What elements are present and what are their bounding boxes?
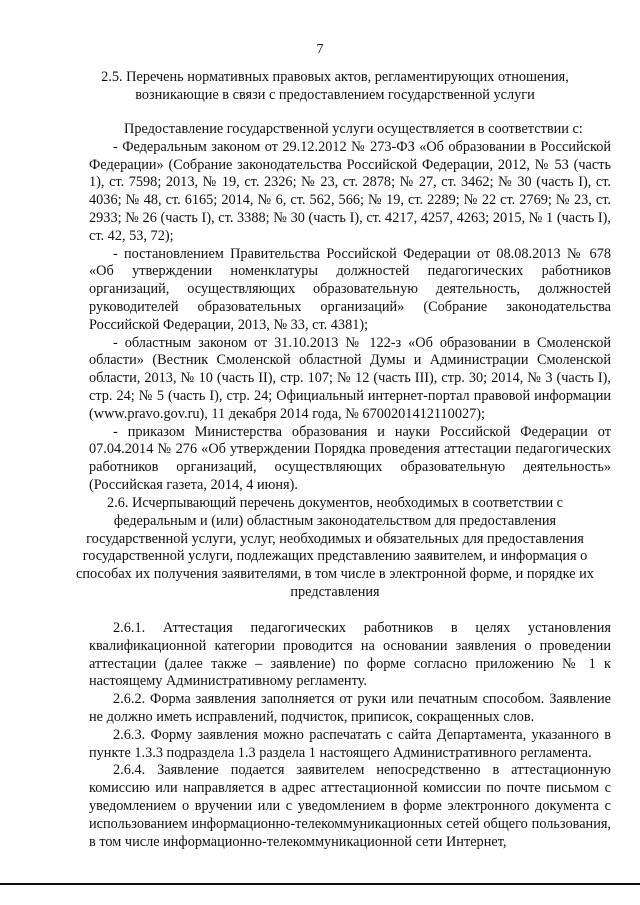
section-2-6-body [89,620,611,851]
legal-act-regional-law: - областным законом от 31.10.2013 № 122-з «Об образовании в Смоленской области» (Вестник Смоленской областной Думы и Администрации Смоленской области, 2013, № 10 (часть II), стр. 107; № 12 (часть III), стр. 30; 2014, № 3 (часть I), стр. 24; № 5 (часть I), стр. 24; Официальный интернет-портал правовой информации (www.pravo.gov.ru), 11 декабря 2014 года, № 6700201412110027); [89,334,611,422]
section-2-5-body [89,121,611,495]
legal-act-ministry-order: - приказом Министерства образования и науки Российской Федерации от 07.04.2014 № 276 «Об утверждении Порядка проведения аттестации педагогических работников организаций, осуществляющих образовательную деятельность» (Российская газета, 2014, 4 июня). [89,423,611,493]
paragraph-2-6-3: 2.6.3. Форму заявления можно распечатать с сайта Департамента, указанного в пункте 1.3.3 подраздела 1.3 раздела 1 настоящего Административного регламента. [89,726,611,761]
paragraph-2-6-2: 2.6.2. Форма заявления заполняется от руки или печатным способом. Заявление не должно иметь исправлений, подчисток, приписок, сокращенных слов. [89,691,611,725]
section-2-5-intro: Предоставление государственной услуги осуществляется в соответствии с: [124,121,583,137]
paragraph-2-6-4: 2.6.4. Заявление подается заявителем непосредственно в аттестационную комиссию или направляется в адрес аттестационной комиссии по почте письмом с уведомлением о вручении или с уведомлением в форме электронного документа с использованием информационно-телекоммуникационных сетей общего пользования, в том числе информационно-телекоммуникационной сети Интернет, [89,762,611,850]
legal-act-government-decree: - постановлением Правительства Российской Федерации от 08.08.2013 № 678 «Об утверждении номенклатуры должностей педагогических работников организаций, осуществляющих образовательную деятельность, должностей руководителей образовательных организаций» (Собрание законодательства Российской Федерации, 2013, № 33, ст. 4381); [89,245,611,333]
page-bottom-rule [0,883,640,885]
legal-act-federal-law: - Федеральным законом от 29.12.2012 № 273-ФЗ «Об образовании в Российской Федерации» (Собрание законодательства Российской Федерации, 2012, № 53 (часть 1), ст. 7598; 2013, № 19, ст. 2326; № 23, ст. 2878; № 27, ст. 3462; № 30 (часть I), ст. 4036; № 48, ст. 6165; 2014, № 6, ст. 562, 566; № 19, ст. 2289; № 22 ст. 2769; № 23, ст. 2933; № 26 (часть I), ст. 3388; № 30 (часть I), ст. 4217, 4257, 4263; 2015, № 1 (часть I), ст. 42, 53, 72); [89,138,611,244]
section-2-5-heading: 2.5. Перечень нормативных правовых актов, регламентирующих отношения, возникающие в связи с предоставлением государственной услуги [101,69,569,103]
page-number: 7 [316,42,324,57]
section-2-6-heading: 2.6. Исчерпывающий перечень документов, необходимых в соответствии с федеральным и (или) областным законодательством для предоставления государственной услуги, услуг, необходимых и обязательных для предоставления государственной услуги, подлежащих представлению заявителем, и информация о способах их получения заявителями, в том числе в электронной форме, и порядке их представления [76,495,594,600]
paragraph-2-6-1: 2.6.1. Аттестация педагогических работников в целях установления квалификационной категории проводится на основании заявления о проведении аттестации (далее также – заявление) по форме согласно приложению № 1 к настоящему Административному регламенту. [89,620,611,690]
